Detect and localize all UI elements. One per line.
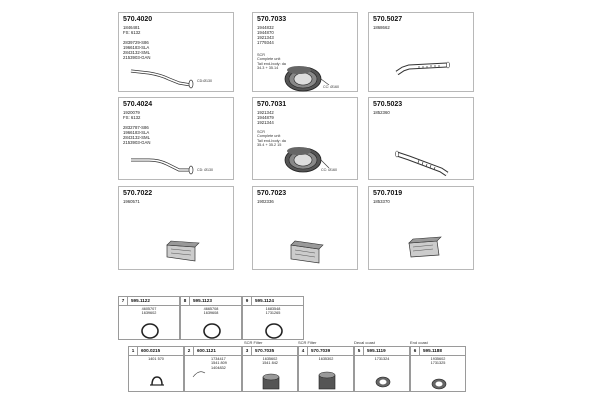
dimension-label: CC: Ø160 [323, 85, 339, 89]
part-codes: 1960571 [123, 199, 140, 204]
item-index: 6 [411, 347, 420, 355]
part-card[interactable] [252, 97, 358, 180]
part-number: 595.1123 [193, 298, 212, 303]
column-caption: Decal coast [354, 340, 375, 345]
part-card[interactable] [252, 12, 358, 92]
part-codes: 4665708 1639608 [203, 307, 219, 316]
part-codes: 1921342 1944879 1921344 [257, 110, 274, 125]
part-card[interactable] [368, 97, 474, 180]
part-number: 570.7022 [123, 190, 153, 197]
part-codes: 1935602 1731325 [430, 357, 446, 366]
part-card[interactable] [368, 186, 474, 270]
muffler-drawing [253, 13, 359, 93]
part-small-card[interactable] [298, 346, 354, 392]
dimension-label: CD: Ø130 [197, 168, 213, 172]
part-codes: 1635302 [318, 357, 334, 361]
part-codes: 1635602 1541 842 [262, 357, 278, 366]
exhaust-pipe-drawing [119, 13, 235, 93]
part-codes: 1731324 [374, 357, 390, 361]
item-index: 4 [299, 347, 308, 355]
part-codes: 4605707 1639602 [141, 307, 157, 316]
part-note: SCR Complete unit Tail end-body: da 35.4 + 35.2 15 [257, 130, 286, 148]
part-codes: 1868662 [373, 25, 390, 30]
heat-shield-drawing [119, 187, 235, 271]
part-number: 595.1119 [367, 348, 386, 353]
clamp-ring-drawing [243, 297, 305, 341]
part-number: 570.4020 [123, 16, 153, 23]
part-small-card[interactable] [354, 346, 410, 392]
part-card[interactable] [118, 186, 234, 270]
item-index: 9 [243, 297, 252, 305]
heat-shield-drawing [369, 187, 475, 271]
gasket-drawing [411, 347, 467, 393]
gasket-drawing [355, 347, 411, 393]
part-number: 600.0215 [141, 348, 161, 353]
clamp-card[interactable] [180, 296, 242, 340]
part-codes: 1401 570 [148, 357, 164, 361]
part-number: 595.1122 [131, 298, 150, 303]
clamp-ring-drawing [119, 297, 181, 341]
part-codes: 1734417 1541 809 1404832 [211, 357, 227, 370]
part-number: 570.5023 [373, 101, 403, 108]
part-number: 570.7039 [311, 348, 331, 353]
part-number: 570.7019 [373, 190, 403, 197]
part-card[interactable] [118, 12, 234, 92]
part-codes: 1683548 1731265 [265, 307, 281, 316]
filter-drawing [299, 347, 355, 393]
exhaust-pipe-drawing [119, 98, 235, 181]
muffler-drawing [253, 98, 359, 181]
item-index: 5 [355, 347, 364, 355]
part-small-card[interactable] [128, 346, 184, 392]
column-caption: End coast [410, 340, 428, 345]
clamp-card[interactable] [242, 296, 304, 340]
clamp-ring-drawing [181, 297, 243, 341]
column-caption: SCR Filter [244, 340, 263, 345]
part-card[interactable] [252, 186, 358, 270]
part-number: 570.7033 [257, 16, 287, 23]
part-codes: 1852360 [373, 110, 390, 115]
dimension-label: CC: Ø160 [321, 168, 337, 172]
part-small-card[interactable] [242, 346, 298, 392]
heat-shield-drawing [253, 187, 359, 271]
dimension-label: CD:Ø130 [197, 79, 212, 83]
part-codes: 1846481 FS: 6132 2839729-S86 1966183-SLA 2843132-SML 2153903-GAN [123, 25, 151, 60]
part-number: 570.7031 [257, 101, 287, 108]
clamp-card[interactable] [118, 296, 180, 340]
part-codes: 1902336 [257, 199, 274, 204]
part-small-card[interactable] [184, 346, 242, 392]
part-card[interactable] [118, 97, 234, 180]
flexible-pipe-drawing [369, 13, 475, 93]
part-number: 595.1124 [255, 298, 274, 303]
part-codes: 1944832 1944870 1921343 1779344 [257, 25, 274, 45]
part-card[interactable] [368, 12, 474, 92]
part-codes: 1920079 FS: 6132 2832787-S86 1966183-SLA 2843132-SML 2153903-GAN [123, 110, 151, 145]
part-number: 570.7035 [255, 348, 275, 353]
item-index: 7 [119, 297, 128, 305]
part-number: 600.1121 [197, 348, 216, 353]
item-index: 1 [129, 347, 138, 355]
part-note: SCR Complete unit Tail end-body: da 34.3 + 35.14 [257, 53, 286, 71]
part-number: 570.7023 [257, 190, 287, 197]
item-index: 8 [181, 297, 190, 305]
flexible-pipe-drawing [369, 98, 475, 181]
item-index: 3 [243, 347, 252, 355]
filter-drawing [243, 347, 299, 393]
part-number: 570.4024 [123, 101, 153, 108]
sensor-drawing [185, 347, 243, 393]
item-index: 2 [185, 347, 194, 355]
part-codes: 1853370 [373, 199, 390, 204]
column-caption: SCR Filter [298, 340, 317, 345]
part-number: 570.5027 [373, 16, 403, 23]
part-number: 595.1188 [423, 348, 442, 353]
u-clamp-drawing [129, 347, 185, 393]
part-small-card[interactable] [410, 346, 466, 392]
